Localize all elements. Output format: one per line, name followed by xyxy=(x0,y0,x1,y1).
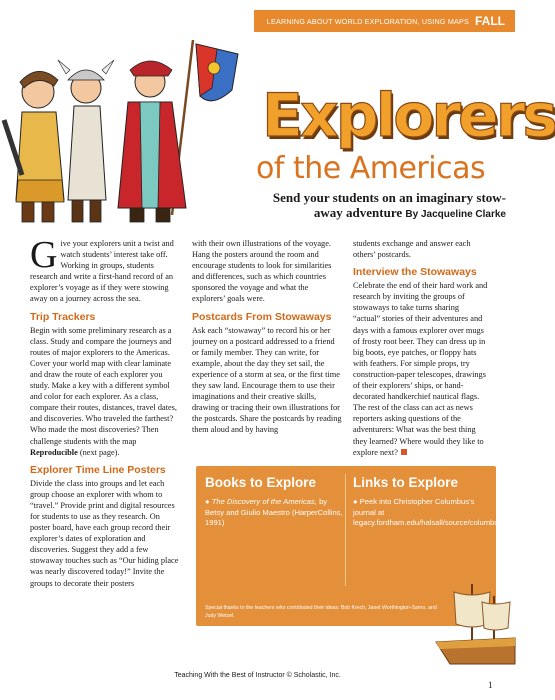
heading-trip-trackers: Trip Trackers xyxy=(30,310,96,323)
bullet-icon: ● xyxy=(205,497,212,506)
postcards-continued: students exchange and answer each others’ postcards. xyxy=(353,239,471,260)
thanks-note: Special thanks to the teachers who contributed their ideas: Bob Krech, Janet Worthington-Samo, and Judy Wetzel. xyxy=(205,605,437,619)
bullet-icon: ● xyxy=(353,497,360,506)
time-line-continued: with their own illustrations of the voyage. Hang the posters around the room and encourage students to look for similarities and differences, such as which countries sponsored the voyage and what the explorers’ goals were. xyxy=(192,239,332,304)
book-details: by Betsy and Giulio Maestro (HarperCollins, 1991) xyxy=(205,497,343,527)
interview-text xyxy=(353,280,488,458)
article-subtitle xyxy=(246,190,506,222)
trip-trackers-after: (next page). xyxy=(77,447,120,457)
book-title: The Discovery of the Americas, xyxy=(211,497,317,506)
footer-credit: Teaching With the Best of Instructor © Scholastic, Inc. xyxy=(174,672,341,679)
link-url[interactable]: Peek into Christopher Columbus’s journal at legacy.fordham.edu/halsall/source/columbus1.html xyxy=(353,497,523,527)
trip-trackers-body: Begin with some preliminary research as a class. Study and compare the journeys and routes of major explorers to the Americas. Cover your world map with clear laminate and draw the route of each explorer you study. Make a key with a different symbol and color for each explorer. As a class, compare their routes, distances, travel dates, and discoveries. Who traveled the farthest? Who made the most discoveries? Then challenge students with the map xyxy=(30,325,177,446)
explorers-illustration xyxy=(0,30,260,230)
page-number: 1 xyxy=(488,680,493,690)
banner-season: FALL xyxy=(475,14,505,28)
postcards-text: Ask each “stowaway” to record his or her journey on a postcard addressed to a friend or family member. They can write, for example, about the day they set sail, the experience of a storm at sea, or the first time they saw land. Encourage them to use their imaginations and their creative skills, drawing or tracing their own illustrations for the postcards. Share the postcards by reading them aloud and by having xyxy=(192,325,342,435)
column-3 xyxy=(353,238,488,458)
time-line-text: Divide the class into groups and let each group choose an explorer with whom to “travel.” Provide print and digital resources for students to use as they research. On poster board, have each group record their explorer’s dates of exploration and discoveries. Suggest they add a few stowaway touches such as “Our hiding place was nearly discovered today!” Invite the groups to decorate their posters xyxy=(30,478,179,588)
interview-body: Celebrate the end of their hard work and research by inviting the groups of stowaways to take turns sharing “actual” stories of their adventures and days with a famous explorer over mugs of frosty root beer. They can dress up in big boots, eye patches, or floppy hats with feathers. For simple props, try construction-paper telescopes, drawings of their explorers’ ships, or hand-decorated handkerchief nautical flags. The rest of the class can act as news reporters asking questions of the adventurers: What was the best thing they learned? Where would they like to explore next? xyxy=(353,281,488,457)
ship-illustration xyxy=(432,578,515,668)
books-heading: Books to Explore xyxy=(205,475,317,490)
panel-divider xyxy=(345,474,346,586)
byline: By Jacqueline Clarke xyxy=(405,209,506,220)
heading-interview: Interview the Stowaways xyxy=(353,266,477,279)
end-mark-icon xyxy=(401,449,407,455)
heading-time-line: Explorer Time Line Posters xyxy=(30,463,166,476)
links-heading: Links to Explore xyxy=(353,475,459,490)
banner-subtitle: LEARNING ABOUT WORLD EXPLORATION, USING MAPS xyxy=(266,16,469,26)
column-1 xyxy=(30,234,180,589)
column-2 xyxy=(192,238,342,436)
subtitle-text: Send your students on an imaginary stow-away adventure xyxy=(272,190,506,220)
trip-trackers-text xyxy=(30,325,180,458)
page-title: Explorers xyxy=(262,81,555,151)
header-banner xyxy=(254,10,515,32)
books-box xyxy=(205,474,343,529)
links-text xyxy=(353,497,523,529)
reproducible-link: Reproducible xyxy=(30,447,78,457)
drop-cap: G xyxy=(30,234,58,276)
books-text xyxy=(205,497,343,529)
intro-paragraph xyxy=(30,234,180,305)
heading-postcards: Postcards From Stowaways xyxy=(192,310,332,323)
intro-text: ive your explorers unit a twist and watch students’ interest take off. Working in groups, students research and write a first-hand record of an explorer’s voyage as if they were stowing away on a journey across the sea. xyxy=(30,239,174,304)
links-box xyxy=(353,474,523,529)
page-title-sub: of the Americas xyxy=(256,151,486,186)
